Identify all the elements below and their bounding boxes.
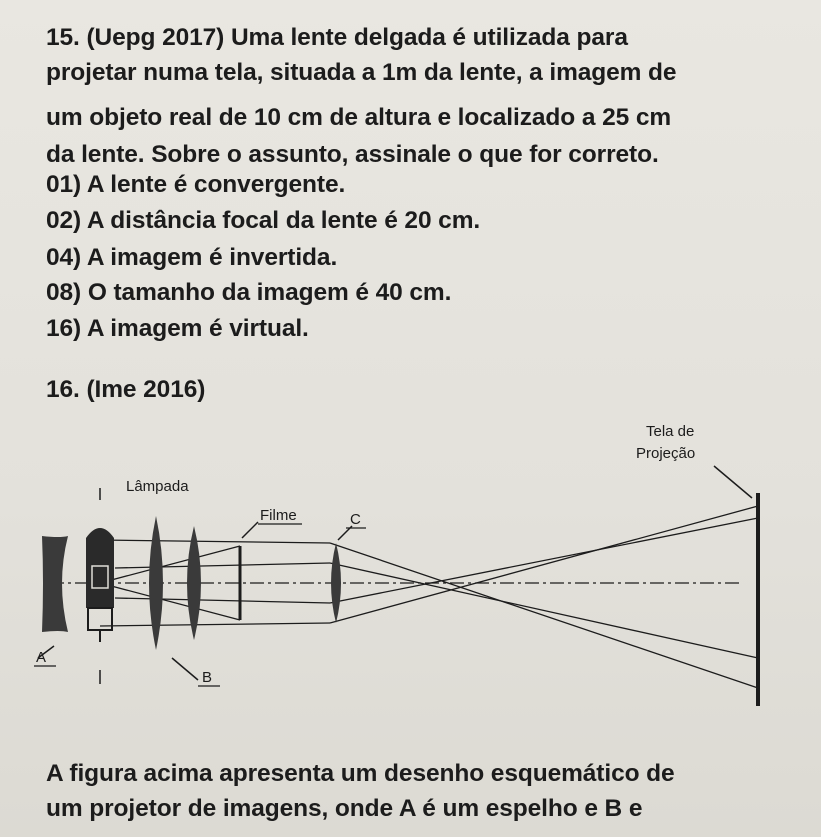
option-08: 08) O tamanho da imagem é 40 cm.	[46, 279, 452, 306]
lamp-base	[88, 608, 112, 630]
label-c: C	[350, 511, 361, 528]
projection-lens-c	[331, 543, 341, 623]
question-15-text-line: projetar numa tela, situada a 1m da lente, a imagem de	[46, 59, 677, 86]
label-b-leader	[172, 658, 198, 680]
screen-label-line1: Tela de	[646, 423, 695, 440]
option-16: 16) A imagem é virtual.	[46, 315, 309, 342]
question-15-header: 15. (Uepg 2017) Uma lente delgada é utilizada para	[46, 24, 628, 51]
label-b: B	[202, 669, 213, 686]
question-15-text-line: um objeto real de 10 cm de altura e localizado a 25 cm	[46, 104, 672, 131]
question-15-text-line: da lente. Sobre o assunto, assinale o que for correto.	[46, 141, 659, 168]
lamp	[86, 528, 114, 608]
label-lamp: Lâmpada	[126, 478, 189, 495]
label-film: Filme	[260, 507, 297, 524]
screen-label-line2: Projeção	[636, 445, 696, 462]
question-16-text-line: A figura acima apresenta um desenho esquemático de	[46, 760, 675, 787]
film-leader	[242, 522, 258, 538]
option-01: 01) A lente é convergente.	[46, 171, 346, 198]
screen-leader-line	[714, 466, 752, 498]
condenser-lens-2	[187, 526, 201, 640]
projector-diagram	[30, 418, 790, 738]
option-04: 04) A imagem é invertida.	[46, 244, 338, 271]
question-16-header: 16. (Ime 2016)	[46, 376, 206, 403]
option-02: 02) A distância focal da lente é 20 cm.	[46, 207, 481, 234]
question-16-text-line: um projetor de imagens, onde A é um espelho e B e	[46, 795, 643, 822]
mirror-a	[42, 536, 68, 632]
label-a: A	[36, 649, 47, 666]
condenser-lens-1	[149, 516, 163, 650]
